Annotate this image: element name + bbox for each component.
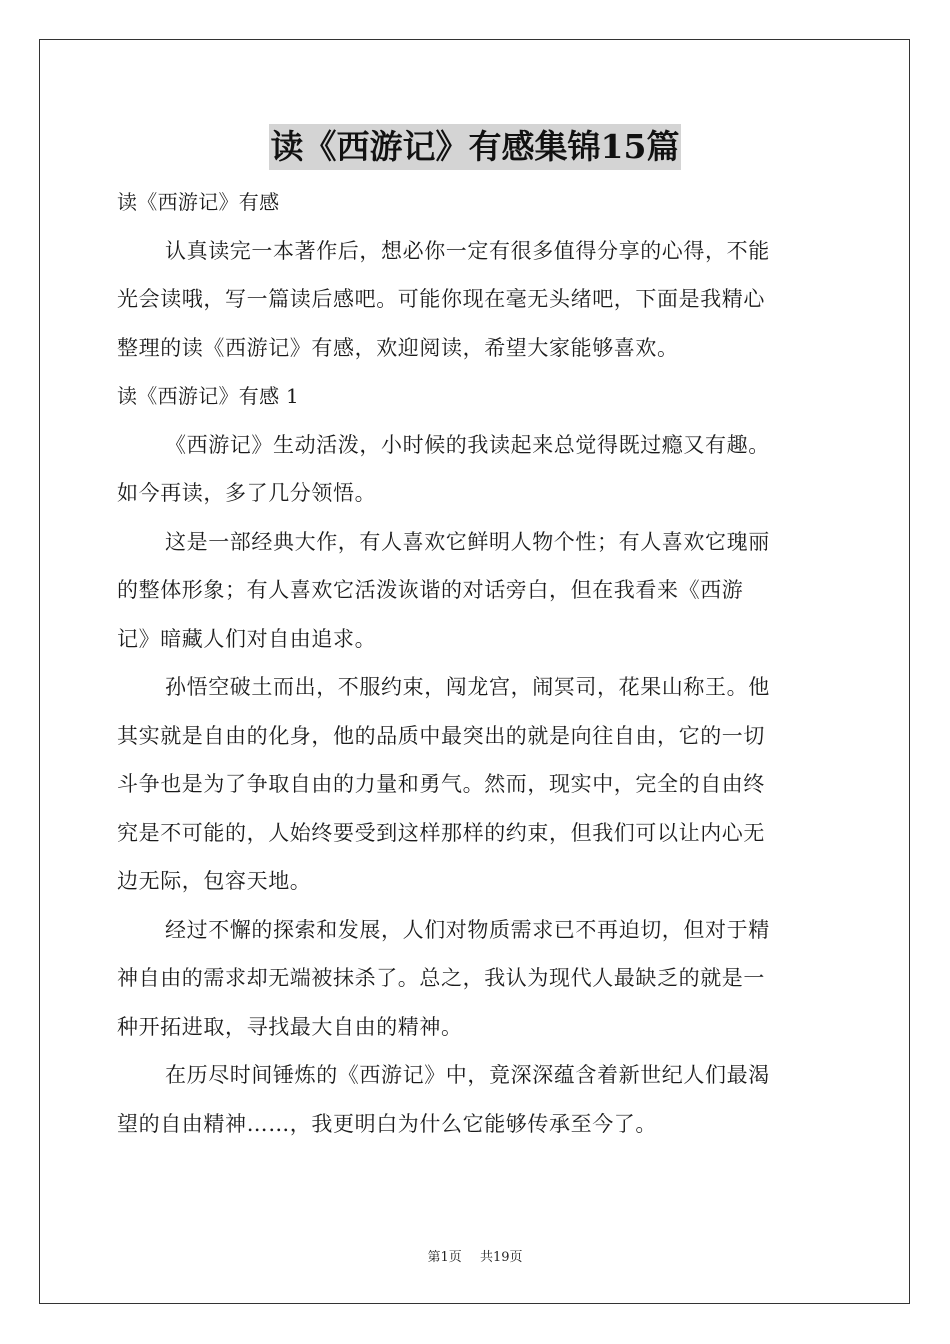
paragraph-line: 整理的读《西游记》有感，欢迎阅读，希望大家能够喜欢。 bbox=[117, 335, 679, 360]
paragraph-line: 经过不懈的探索和发展，人们对物质需求已不再迫切，但对于精 bbox=[165, 917, 770, 942]
paragraph-line: 神自由的需求却无端被抹杀了。总之，我认为现代人最缺乏的就是一 bbox=[117, 966, 765, 990]
title-container bbox=[0, 124, 950, 170]
paragraph-line: 这是一部经典大作，有人喜欢它鲜明人物个性；有人喜欢它瑰丽 bbox=[165, 529, 770, 554]
paragraph-line: 究是不可能的，人始终要受到这样那样的约束，但我们可以让内心无 bbox=[117, 820, 765, 845]
paragraph-line: 认真读完一本著作后，想必你一定有很多值得分享的心得，不能 bbox=[165, 238, 770, 263]
section-heading: 读《西游记》有感 1 bbox=[117, 384, 300, 408]
paragraph-line: 光会读哦，写一篇读后感吧。可能你现在毫无头绪吧，下面是我精心 bbox=[117, 287, 765, 311]
page-number: 第1页 bbox=[427, 1250, 462, 1265]
paragraph-line: 在历尽时间锤炼的《西游记》中，竟深深蕴含着新世纪人们最渴 bbox=[165, 1063, 770, 1087]
paragraph-line: 种开拓进取，寻找最大自由的精神。 bbox=[117, 1014, 463, 1039]
paragraph-line: 记》暗藏人们对自由追求。 bbox=[117, 626, 377, 651]
page-total: 共19页 bbox=[479, 1250, 523, 1265]
paragraph-line: 的整体形象；有人喜欢它活泼诙谐的对话旁白，但在我看来《西游 bbox=[117, 578, 744, 602]
paragraph-line: 边无际，包容天地。 bbox=[117, 869, 312, 893]
paragraph-line: 孙悟空破土而出，不服约束，闯龙宫，闹冥司，花果山称王。他 bbox=[165, 675, 770, 699]
page-footer bbox=[0, 1246, 950, 1265]
document-body bbox=[117, 178, 833, 1148]
paragraph-line: 斗争也是为了争取自由的力量和勇气。然而，现实中，完全的自由终 bbox=[117, 772, 765, 796]
section-heading: 读《西游记》有感 bbox=[117, 190, 280, 214]
paragraph-line: 望的自由精神……，我更明白为什么它能够传承至今了。 bbox=[117, 1111, 657, 1136]
document-title: 读《西游记》有感集锦15篇 bbox=[269, 124, 682, 170]
paragraph-line: 其实就是自由的化身，他的品质中最突出的就是向往自由，它的一切 bbox=[117, 723, 765, 748]
paragraph-line: 如今再读，多了几分领悟。 bbox=[117, 481, 377, 505]
paragraph-line: 《西游记》生动活泼，小时候的我读起来总觉得既过瘾又有趣。 bbox=[165, 432, 770, 457]
